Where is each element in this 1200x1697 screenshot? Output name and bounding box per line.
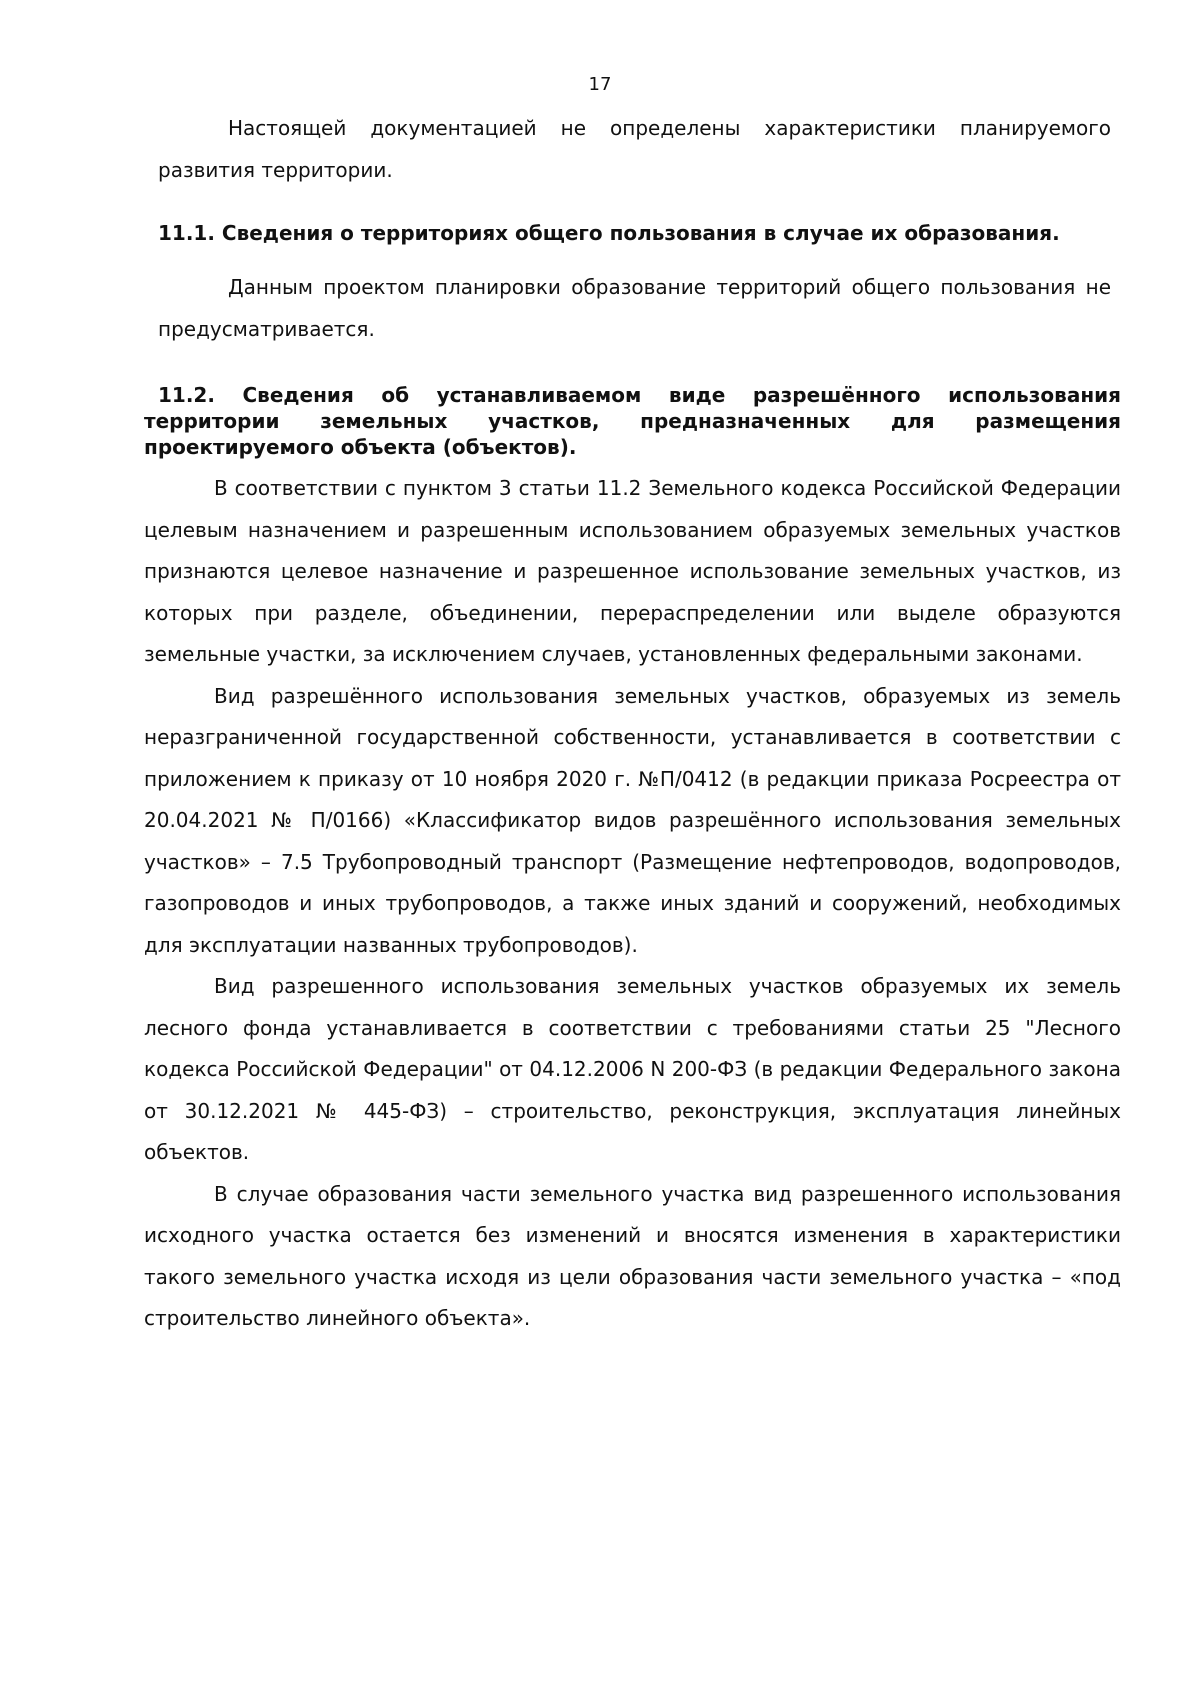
section-11-2-paragraph-1: В соответствии с пунктом 3 статьи 11.2 Земельного кодекса Российской Федерации целевым назначением и разрешенным использованием образуемых земельных участков признаются целевое назначение и разрешенное использование земельных участков, из которых при разделе, объединении, перераспределении или выделе образуются земельные участки, за исключением случаев, установленных федеральными законами. [144, 476, 1121, 666]
section-11-1-heading: 11.1. Сведения о территориях общего пользования в случае их образования. [158, 221, 1060, 245]
section-11-2-body [144, 468, 1121, 1340]
intro-paragraph: Настоящей документацией не определены характеристики планируемого развития территории. [158, 116, 1111, 182]
page-number: 17 [588, 74, 612, 95]
section-11-2-paragraph-4: В случае образования части земельного участка вид разрешенного использования исходного участка остается без изменений и вносятся изменения в характеристики такого земельного участка исходя из цели образования части земельного участка – «под строительство линейного объекта». [144, 1181, 1121, 1330]
section-11-1-paragraph: Данным проектом планировки образование территорий общего пользования не предусматривается. [158, 275, 1111, 341]
section-11-1-body [158, 267, 1111, 350]
section-11-2-paragraph-2: Вид разрешённого использования земельных участков, образуемых из земель неразграниченной государственной собственности, устанавливается в соответствии с приложением к приказу от 10 ноября 2020 г. №П/0412 (в редакции приказа Росреестра от 20.04.2021 № П/0166) «Классификатор видов разрешённого использования земельных участков» – 7.5 Трубопроводный транспорт (Размещение нефтепроводов, водопроводов, газопроводов и иных трубопроводов, а также иных зданий и сооружений, необходимых для эксплуатации названных трубопроводов). [144, 683, 1121, 957]
section-11-2-heading: 11.2. Сведения об устанавливаемом виде разрешённого использования территории земельных участков, предназначенных для размещения проектируемого объекта (объектов). [144, 383, 1121, 459]
intro-section [158, 108, 1111, 191]
section-11-2-paragraph-3: Вид разрешенного использования земельных участков образуемых их земель лесного фонда устанавливается в соответствии с требованиями статьи 25 "Лесного кодекса Российской Федерации" от 04.12.2006 N 200-ФЗ (в редакции Федерального закона от 30.12.2021 № 445-ФЗ) – строительство, реконструкция, эксплуатация линейных объектов. [144, 974, 1121, 1164]
